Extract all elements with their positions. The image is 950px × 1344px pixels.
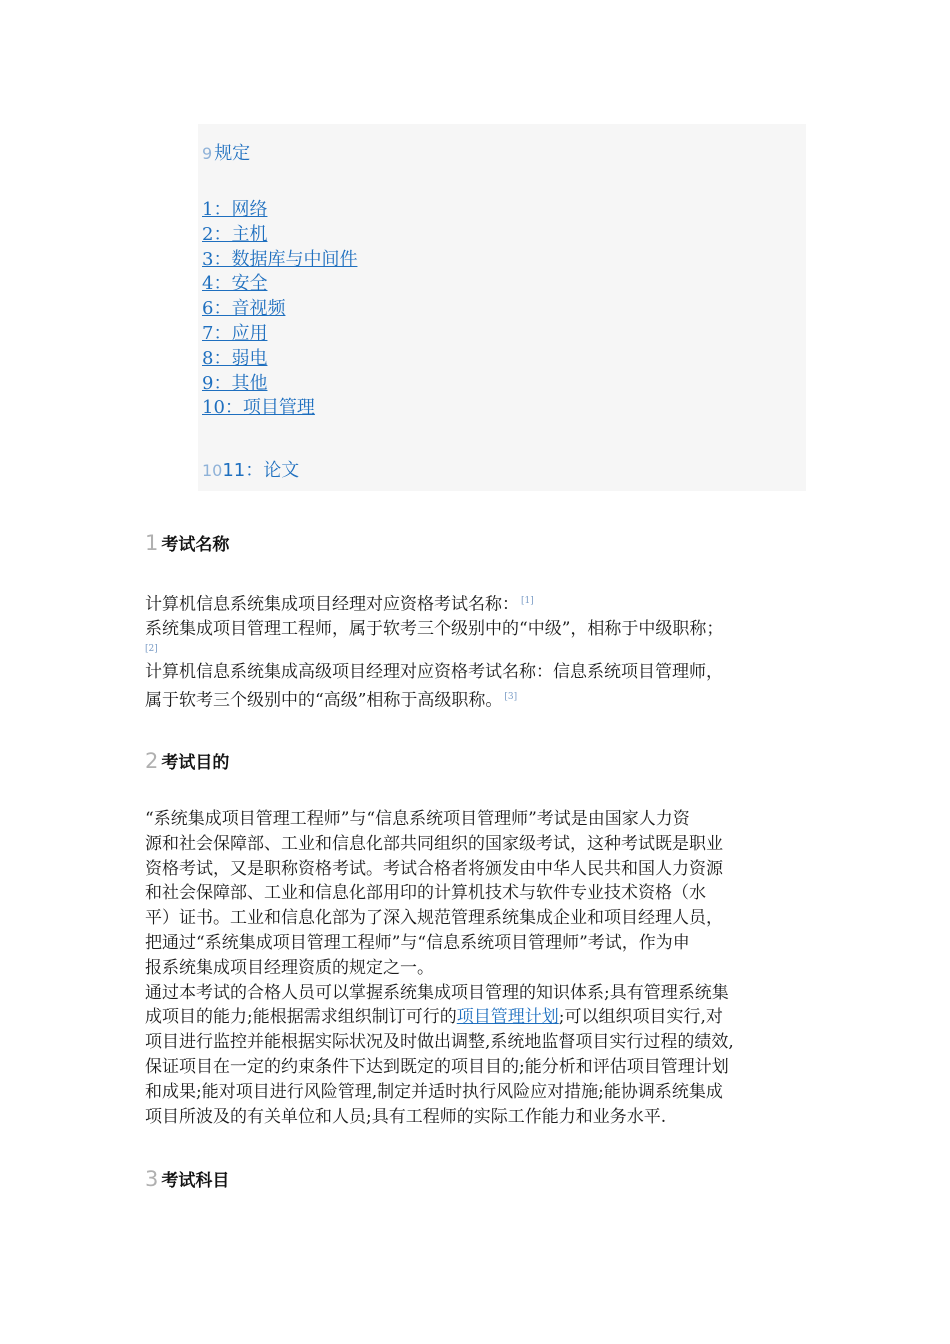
paragraph-line: 项目进行监控并能根据实际状况及时做出调整,系统地监督项目实行过程的绩效, [145,1032,734,1053]
paragraph-line: “系统集成项目管理工程师”与“信息系统项目管理师”考试是由国家人力资 [145,809,690,829]
toc-link-project-management[interactable]: 10：项目管理 [202,397,315,419]
exam-name-text: 计算机信息系统集成高级项目经理对应资格考试名称：信息系统项目管理师， [145,661,723,682]
toc-link-database[interactable]: 3：数据库与中间件 [202,248,358,270]
toc-list [202,198,357,421]
toc-item[interactable] [202,322,357,347]
section-1-number: 1 [145,531,159,555]
toc-item[interactable] [202,248,357,273]
section-2-number: 2 [145,749,159,773]
toc-link-network[interactable]: 1：网络 [202,199,268,220]
toc-item[interactable] [202,396,357,421]
toc-heading-number: 9 [202,144,213,163]
toc-item[interactable] [202,372,357,397]
toc-item[interactable] [202,198,357,223]
table-of-contents [198,124,806,491]
toc-item[interactable] [202,223,357,248]
reference-2[interactable]: [2] [145,644,158,655]
project-plan-link[interactable]: 项目管理计划 [456,1007,559,1028]
section-3-title: 考试科目 [161,1171,230,1191]
reference-1[interactable]: [1] [521,596,534,606]
paragraph-text: 成项目的能力;能根据需求组织制订可行的 [145,1007,457,1028]
paragraph-line: 把通过“系统集成项目管理工程师”与“信息系统项目管理师”考试，作为申 [145,932,690,953]
paragraph-line: 保证项目在一定的约束条件下达到既定的项目目的;能分析和评估项目管理计划 [145,1056,729,1077]
paragraph-line: 和成果;能对项目进行风险管理,制定并适时执行风险应对措施;能协调系统集成 [145,1081,723,1102]
paragraph-line: 通过本考试的合格人员可以掌握系统集成项目管理的知识体系;具有管理系统集 [145,982,729,1003]
reference-3[interactable]: [3] [504,691,518,702]
exam-name-line [145,685,815,713]
section-2-body [145,807,815,1129]
section-1-heading [145,530,229,555]
toc-item[interactable] [202,272,357,297]
toc-footer [202,456,299,482]
paragraph-line: 报系统集成项目经理资质的规定之一。 [145,957,434,978]
paragraph-line: 和社会保障部、工业和信息化部用印的计算机技术与软件专业技术资格（水 [145,883,706,904]
paragraph-line: 项目所波及的有关单位和人员;具有工程师的实际工作能力和业务水平. [145,1106,667,1127]
section-3-heading [145,1166,229,1191]
toc-link-low-voltage[interactable]: 8：弱电 [202,347,268,369]
exam-name-line [145,617,815,642]
paragraph-line: 源和社会保障部、工业和信息化部共同组织的国家级考试，这种考试既是职业 [145,833,723,854]
section-1-body [145,589,815,713]
exam-name-line [145,589,815,617]
paragraph-text: ;可以组织项目实行,对 [558,1007,723,1028]
toc-link-security[interactable]: 4：安全 [202,273,268,295]
exam-name-text: 计算机信息系统集成项目经理对应资格考试名称： [145,594,519,615]
toc-link-av[interactable]: 6：音视频 [202,298,286,320]
exam-name-line [145,660,815,685]
toc-footer-label[interactable]: 11：论文 [222,460,300,481]
section-1-title: 考试名称 [161,535,230,555]
toc-item[interactable] [202,347,357,372]
toc-footer-number: 10 [202,461,223,480]
section-3-number: 3 [145,1167,159,1191]
exam-name-line [145,642,815,660]
toc-link-host[interactable]: 2：主机 [202,223,268,245]
toc-item[interactable] [202,297,357,322]
exam-name-text: 属于软考三个级别中的“高级”相称于高级职称。 [145,690,503,711]
paragraph-line: 平）证书。工业和信息化部为了深入规范管理系统集成企业和项目经理人员， [145,908,723,929]
section-2-heading [145,748,229,773]
toc-link-other[interactable]: 9：其他 [202,372,268,394]
section-2-title: 考试目的 [161,753,230,773]
toc-link-application[interactable]: 7：应用 [202,322,268,344]
paragraph-line: 资格考试，又是职称资格考试。考试合格者将颁发由中华人民共和国人力资源 [145,858,723,879]
toc-heading-label[interactable]: 规定 [214,143,251,164]
exam-name-text: 系统集成项目管理工程师，属于软考三个级别中的“中级”，相称于中级职称； [145,619,724,640]
paragraph-line [145,1005,815,1030]
toc-heading [202,139,250,165]
